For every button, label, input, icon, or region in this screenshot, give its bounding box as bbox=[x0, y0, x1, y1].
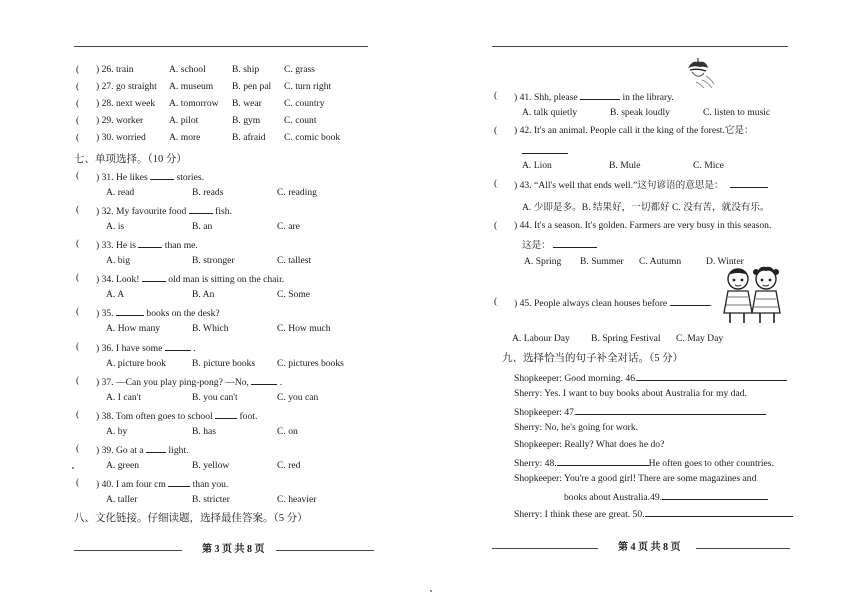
question-text-end: than me. bbox=[164, 240, 198, 251]
question-body bbox=[96, 306, 220, 320]
festival-children-icon bbox=[722, 263, 784, 327]
question-43-text: ) 43. “All's well that ends well.”这句谚语的意思是： bbox=[514, 180, 724, 191]
option-b: B. you can't bbox=[192, 392, 238, 403]
answer-paren[interactable]: ( bbox=[76, 170, 80, 181]
answer-blank[interactable] bbox=[637, 371, 787, 381]
answer-blank[interactable] bbox=[215, 409, 237, 419]
answer-blank[interactable] bbox=[146, 443, 166, 453]
option-c: C. heavier bbox=[277, 494, 317, 505]
answer-blank[interactable] bbox=[251, 375, 277, 385]
dialogue-body bbox=[514, 507, 793, 521]
question-text-end: than you. bbox=[192, 479, 229, 490]
answer-blank[interactable] bbox=[576, 405, 766, 415]
section-9-title: 九、选择恰当的句子补全对话。（5 分） bbox=[502, 353, 684, 364]
option-c: C. tallest bbox=[277, 255, 312, 266]
question-body bbox=[96, 409, 257, 423]
dialogue-body bbox=[514, 439, 664, 451]
dialogue-text: I think these are great. 50. bbox=[544, 509, 645, 520]
option-c: C. How much bbox=[277, 323, 331, 334]
question-text: ) 40. I am four cm bbox=[96, 479, 166, 490]
dialogue-text: 47. bbox=[564, 407, 577, 418]
page-number-3: 第 3 页 共 8 页 bbox=[202, 544, 265, 555]
answer-paren[interactable]: ( bbox=[76, 477, 80, 488]
option-a: A. taller bbox=[106, 494, 138, 505]
question-text: ) 31. He likes bbox=[96, 172, 148, 183]
answer-blank[interactable] bbox=[670, 296, 710, 306]
question-body bbox=[96, 272, 284, 286]
dialogue-text: Yes. I want to buy books about Australia for my dad. bbox=[544, 388, 747, 399]
option-a: A. picture book bbox=[106, 358, 166, 369]
answer-paren[interactable]: ( bbox=[76, 64, 80, 75]
dialogue-text: You're a good girl! There are some magazines and bbox=[564, 473, 757, 484]
dialogue-body bbox=[564, 490, 768, 504]
option-b: B. Mule bbox=[609, 160, 641, 171]
question-text-end: . bbox=[193, 343, 196, 354]
option-d: D. Winter bbox=[706, 256, 744, 267]
option-b: B. Spring Festival bbox=[591, 333, 661, 344]
question-text-end: fish. bbox=[215, 206, 232, 217]
answer-blank[interactable] bbox=[150, 170, 174, 180]
option-a: A. more bbox=[169, 132, 201, 143]
option-a: A. read bbox=[106, 187, 135, 198]
question-text-end: . bbox=[279, 377, 283, 388]
answer-paren[interactable]: ( bbox=[76, 443, 80, 454]
option-c: C. Some bbox=[277, 289, 311, 300]
dialogue-text: Good morning. 46. bbox=[564, 373, 638, 384]
answer-paren[interactable]: ( bbox=[76, 341, 80, 352]
question-text: ) 33. He is bbox=[96, 240, 136, 251]
option-b: B. Which bbox=[192, 323, 229, 334]
center-dot bbox=[430, 590, 432, 592]
question-text: ) 38. Tom often goes to school bbox=[96, 411, 213, 422]
question-body bbox=[96, 443, 189, 457]
answer-paren[interactable]: ( bbox=[76, 204, 80, 215]
option-b: B. Summer bbox=[580, 256, 624, 267]
page-3 bbox=[74, 0, 404, 607]
question-42-text: ) 42. It's an animal. People call it the king of the forest.它是： bbox=[514, 125, 754, 136]
option-b: B. afraid bbox=[232, 132, 266, 143]
question-44-sub: 这是： bbox=[522, 240, 551, 251]
answer-paren[interactable]: ( bbox=[76, 132, 80, 143]
option-b: B. has bbox=[192, 426, 216, 437]
dialogue-text: No, he's going for work. bbox=[544, 422, 639, 433]
option-c: C. listen to music bbox=[703, 107, 771, 118]
option-a: A. museum bbox=[169, 81, 214, 92]
option-a: A. school bbox=[169, 64, 206, 75]
answer-paren[interactable]: ( bbox=[76, 306, 80, 317]
section-8-title: 八、文化链接。仔细读题，选择最佳答案。（5 分） bbox=[74, 513, 308, 524]
footer-rule-right bbox=[696, 548, 790, 549]
answer-blank[interactable] bbox=[116, 306, 144, 316]
option-b: B. stricter bbox=[192, 494, 230, 505]
question-text-end: foot. bbox=[239, 411, 258, 422]
question-text: ) 39. Go at a bbox=[96, 445, 144, 456]
option-a: A. by bbox=[106, 426, 128, 437]
answer-paren[interactable]: ( bbox=[76, 115, 80, 126]
matching-word: ) 30. worried bbox=[96, 132, 146, 143]
dialogue-body bbox=[514, 371, 787, 385]
answer-paren[interactable]: ( bbox=[76, 272, 80, 283]
option-c: C. are bbox=[277, 221, 300, 232]
page-4: ( ) 41. Shh, please in the library. A. talk quietly B. speak loudly C. listen to music ( ) 42. It's an animal. People call it the king of the forest.它是： A. Lion B. Mule C. Mice ( ) 43. “All's well that ends well.”这句谚语的意思是： A. 少即是多。B. 结果好，一切都好 C. 没有苦，就没有乐。 ( ) 44. It's a season. It's golden. Farmers are very busy in this season. 这是： A. Spring B. Summer C. Autumn D. Winter ( ) 45. People always clean houses before . A. Labour Day B. Spring Festival C. May Day 九、选择恰当的句子补全对话。（5 分） Shopkeeper: Good morning. 46. Sherry: Yes. I want to buy books about Australia for my dad. Shopkeeper: 47. Sherry: No, he's going for work. Shopkeeper: Really? What does he do? Sherry: 48. He often goes to other countries. Shopkeeper: You're a good girl! There are some magazines and books about Australia.49. Sherry: I think these are great. 50. 第 4 页 共 8 页 bbox=[492, 0, 792, 607]
option-b: B. reads bbox=[192, 187, 224, 198]
page-number-4: 第 4 页 共 8 页 bbox=[618, 542, 681, 553]
dialogue-text: 48. bbox=[544, 458, 557, 469]
answer-blank[interactable] bbox=[189, 204, 213, 214]
option-b: B. yellow bbox=[192, 460, 230, 471]
answer-blank[interactable] bbox=[557, 456, 649, 466]
dialogue-body bbox=[514, 456, 774, 470]
option-c: C. comic book bbox=[284, 132, 341, 143]
option-b: B. pen pal bbox=[232, 81, 272, 92]
option-c: C. Mice bbox=[693, 160, 724, 171]
option-c: C. grass bbox=[284, 64, 315, 75]
question-text: ) 37. —Can you play ping-pong? —No, bbox=[96, 377, 249, 388]
answer-blank[interactable] bbox=[730, 178, 768, 188]
matching-word: ) 29. worker bbox=[96, 115, 144, 126]
option-a: A. is bbox=[106, 221, 125, 232]
option-a: A. Spring bbox=[524, 256, 562, 267]
answer-paren[interactable]: ( bbox=[76, 238, 80, 249]
answer-blank[interactable] bbox=[138, 238, 162, 248]
option-a: A. A bbox=[106, 289, 125, 300]
speaker-name: Shopkeeper: bbox=[514, 473, 562, 484]
top-rule bbox=[492, 46, 788, 47]
option-a: A. talk quietly bbox=[522, 107, 578, 118]
question-41-text: ) 41. Shh, please bbox=[514, 92, 578, 103]
option-b: B. wear bbox=[232, 98, 262, 109]
speaker-name: Shopkeeper: bbox=[514, 439, 562, 450]
option-c: C. count bbox=[284, 115, 317, 126]
footer-rule-right bbox=[276, 550, 374, 551]
answer-blank[interactable] bbox=[645, 507, 793, 517]
answer-blank[interactable] bbox=[522, 144, 568, 154]
option-c: C. reading bbox=[277, 187, 317, 198]
matching-word: ) 28. next week bbox=[96, 98, 156, 109]
option-b: B. speak loudly bbox=[610, 107, 670, 118]
option-b: B. ship bbox=[232, 64, 260, 75]
question-text: ) 36. I have some bbox=[96, 343, 163, 354]
dialogue-body bbox=[514, 388, 747, 400]
option-c: C. May Day bbox=[676, 333, 724, 344]
footer-rule-left bbox=[74, 550, 182, 551]
question-body bbox=[96, 170, 204, 184]
question-body bbox=[96, 341, 196, 355]
dialogue-body bbox=[514, 405, 766, 419]
question-body bbox=[96, 204, 232, 218]
answer-blank[interactable] bbox=[662, 490, 768, 500]
speaker-name: Sherry: bbox=[514, 458, 543, 469]
speaker-name: Sherry: bbox=[514, 509, 543, 520]
option-a: A. pilot bbox=[169, 115, 199, 126]
speaker-name: Sherry: bbox=[514, 422, 543, 433]
question-text-end: books on the desk? bbox=[146, 308, 220, 319]
question-text-end: stories. bbox=[176, 172, 204, 183]
question-text-end: old man is sitting on the chair. bbox=[168, 274, 285, 285]
top-rule bbox=[74, 46, 368, 47]
matching-word: ) 27. go straight bbox=[96, 81, 157, 92]
option-a: A. Labour Day bbox=[512, 333, 570, 344]
option-a: A. How many bbox=[106, 323, 161, 334]
speaker-name: Shopkeeper: bbox=[514, 407, 562, 418]
answer-paren[interactable]: ( bbox=[76, 81, 80, 92]
answer-blank[interactable] bbox=[165, 341, 191, 351]
option-b: B. picture books bbox=[192, 358, 256, 369]
speaker-name: Sherry: bbox=[514, 388, 543, 399]
answer-paren[interactable]: ( bbox=[76, 409, 80, 420]
option-c: C. country bbox=[284, 98, 325, 109]
matching-word: ) 26. train bbox=[96, 64, 134, 75]
dialogue-body bbox=[514, 473, 756, 485]
option-c: C. you can bbox=[277, 392, 319, 403]
option-b: B. An bbox=[192, 289, 215, 300]
question-body bbox=[96, 375, 282, 389]
shh-figure-icon bbox=[682, 58, 716, 90]
dialogue-text: Really? What does he do? bbox=[564, 439, 665, 450]
answer-blank[interactable] bbox=[580, 90, 620, 100]
answer-paren[interactable]: ( bbox=[76, 98, 80, 109]
question-text: ) 34. Look! bbox=[96, 274, 140, 285]
footer-rule-left bbox=[492, 548, 598, 549]
question-body bbox=[96, 477, 228, 491]
option-c: C. red bbox=[277, 460, 301, 471]
option-a: A. tomorrow bbox=[169, 98, 219, 109]
speaker-name: Shopkeeper: bbox=[514, 373, 562, 384]
answer-blank[interactable] bbox=[553, 238, 597, 248]
option-c: C. Autumn bbox=[639, 256, 682, 267]
section-7-title: 七、单项选择。（10 分） bbox=[74, 154, 187, 165]
question-43-options: A. 少即是多。B. 结果好，一切都好 C. 没有苦，就没有乐。 bbox=[522, 202, 770, 213]
dialogue-text-end: He often goes to other countries. bbox=[648, 458, 774, 469]
option-c: C. pictures books bbox=[277, 358, 344, 369]
question-45-text: ) 45. People always clean houses before bbox=[514, 298, 668, 309]
question-text-end: light. bbox=[168, 445, 189, 456]
answer-blank[interactable] bbox=[168, 477, 190, 487]
dialogue-text: books about Australia.49. bbox=[564, 492, 663, 503]
question-44-text: ) 44. It's a season. It's golden. Farmers are very busy in this season. bbox=[514, 220, 772, 231]
option-c: C. on bbox=[277, 426, 298, 437]
option-c: C. turn right bbox=[284, 81, 332, 92]
option-b: B. an bbox=[192, 221, 213, 232]
answer-paren[interactable]: ( bbox=[76, 375, 80, 386]
question-text: ) 32. My favourite food bbox=[96, 206, 187, 217]
question-text: ) 35. bbox=[96, 308, 114, 319]
answer-blank[interactable] bbox=[142, 272, 166, 282]
option-b: B. gym bbox=[232, 115, 261, 126]
dialogue-body bbox=[514, 422, 638, 434]
option-a: A. green bbox=[106, 460, 140, 471]
option-a: A. I can't bbox=[106, 392, 142, 403]
question-41-text-end: in the library. bbox=[622, 92, 674, 103]
margin-dot bbox=[72, 467, 74, 469]
option-a: A. Lion bbox=[522, 160, 552, 171]
option-a: A. big bbox=[106, 255, 130, 266]
option-b: B. stronger bbox=[192, 255, 235, 266]
question-body bbox=[96, 238, 198, 252]
